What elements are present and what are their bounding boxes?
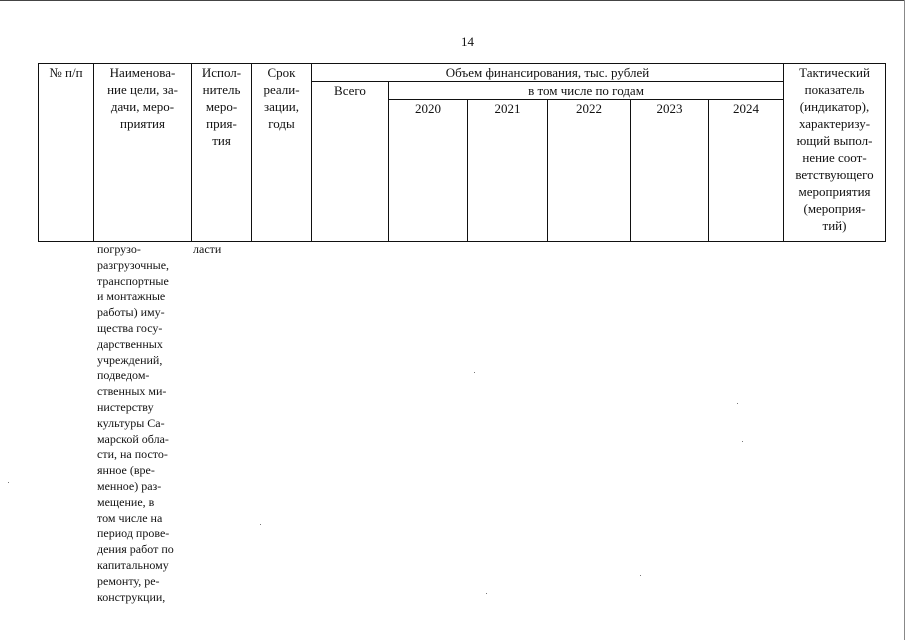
header-years-group: в том числе по годам xyxy=(389,82,784,100)
header-name: Наименова- ние цели, за- дачи, меро- приятия xyxy=(94,64,192,242)
executor-text: ласти xyxy=(193,242,222,256)
scan-speck xyxy=(737,403,738,404)
header-year-2021: 2021 xyxy=(468,100,548,242)
header-term: Срок реали- зации, годы xyxy=(252,64,312,242)
activity-name-text: погрузо- разгрузочные, транспортные и монтажные работы) иму- щества госу- дарственных учреждений, подведом- ственных ми- нистерству культуры Са- марской обла- сти, на посто- янное (вре- менное) раз- мещение, в том числе на период прове- дения работ по капитальному ремонту, ре- конструкции, xyxy=(97,242,174,604)
header-total: Всего xyxy=(312,82,389,242)
header-year-2023: 2023 xyxy=(631,100,709,242)
program-table-header xyxy=(38,63,886,242)
scan-speck xyxy=(260,524,261,525)
scan-speck xyxy=(742,441,743,442)
scan-speck xyxy=(8,482,9,483)
header-year-2020: 2020 xyxy=(389,100,468,242)
scan-speck xyxy=(474,372,475,373)
header-number: № п/п xyxy=(39,64,94,242)
header-indicator: Тактический показатель (индикатор), характеризу- ющий выпол- нение соот- ветствующего мероприятия (мероприя- тий) xyxy=(784,64,886,242)
scan-speck xyxy=(640,575,641,576)
header-year-2024: 2024 xyxy=(709,100,784,242)
page-top-edge xyxy=(0,0,905,1)
scan-speck xyxy=(486,593,487,594)
page-number: 14 xyxy=(461,34,474,49)
header-executor: Испол- нитель меро- прия- тия xyxy=(192,64,252,242)
header-year-2022: 2022 xyxy=(548,100,631,242)
header-funding: Объем финансирования, тыс. рублей xyxy=(312,64,784,82)
